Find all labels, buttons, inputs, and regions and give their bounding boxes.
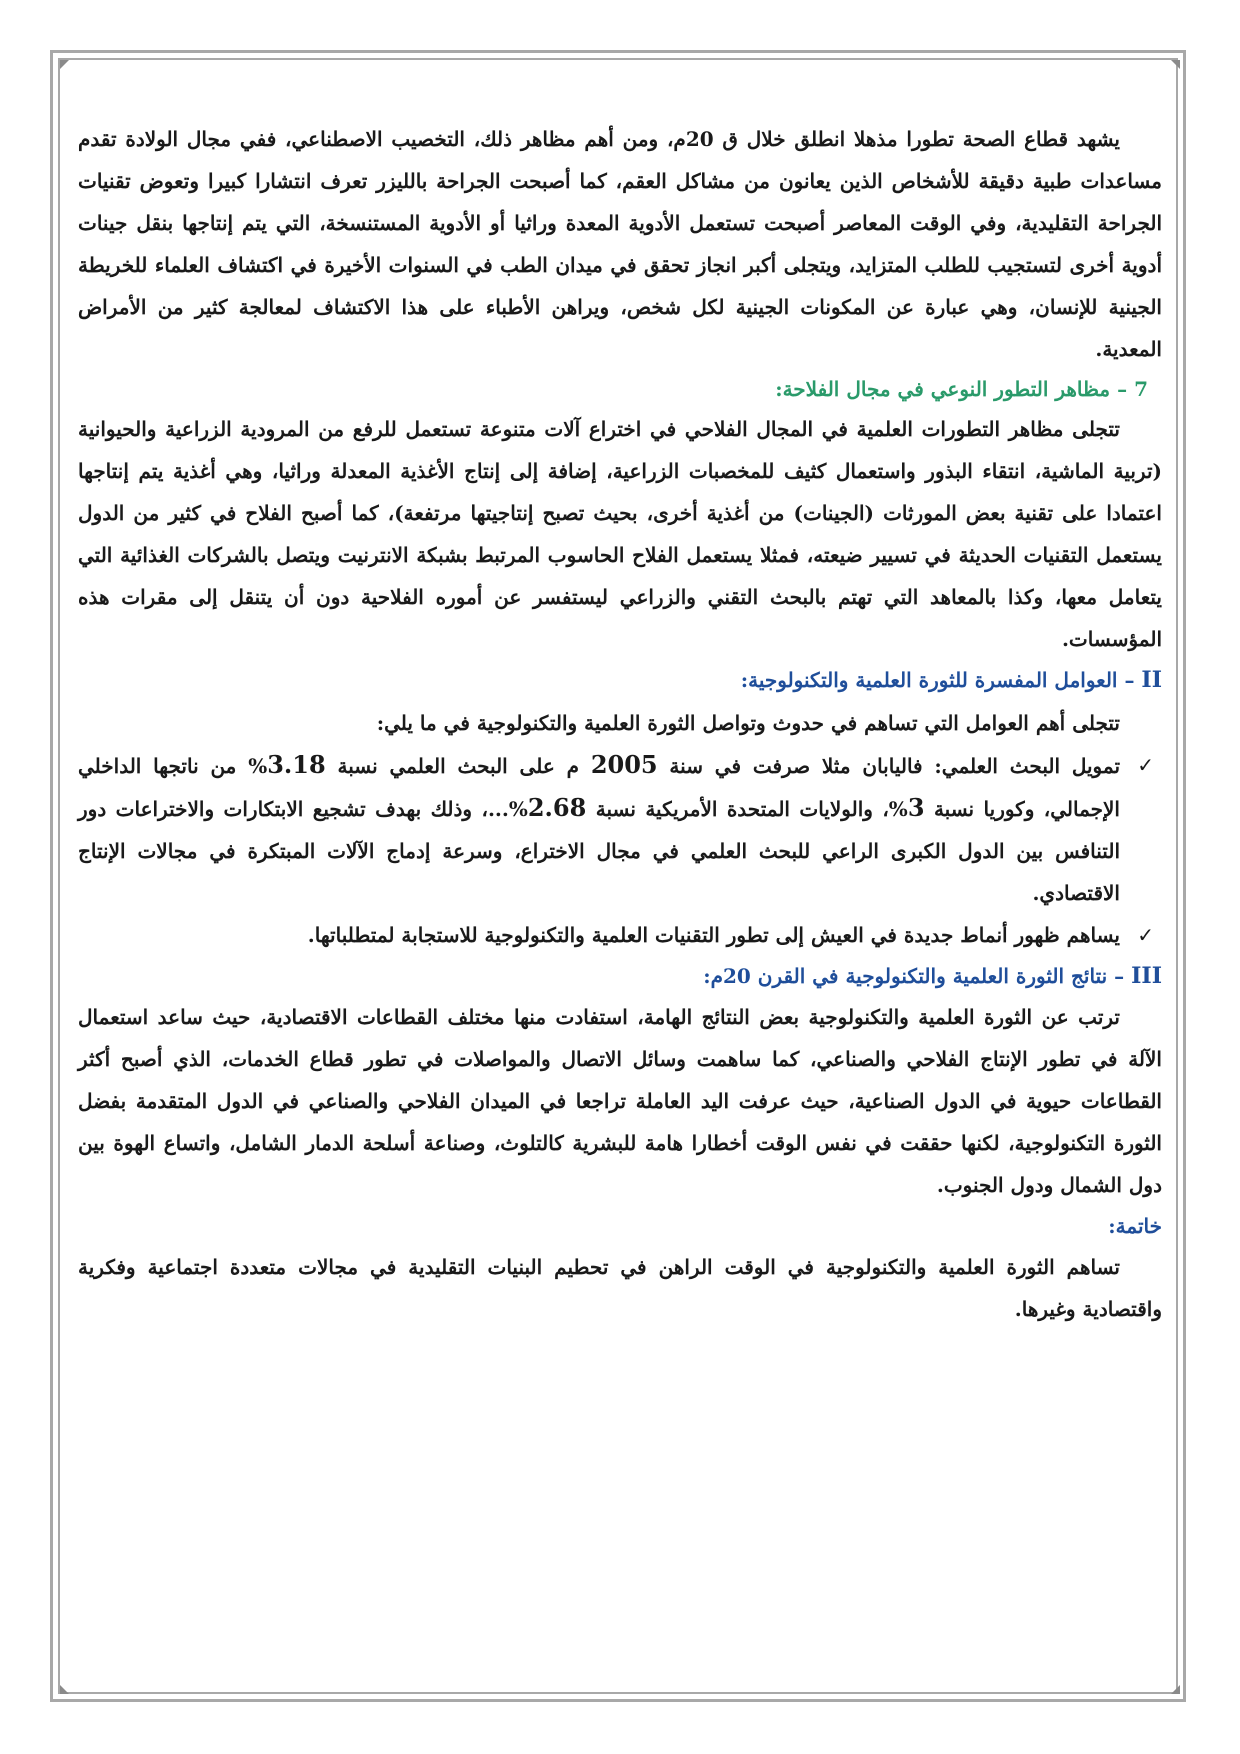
factors-list <box>78 744 1162 956</box>
factor-1-pct-usa: 2.68 <box>527 793 587 822</box>
factor-1-text-d: %، والولايات المتحدة الأمريكية نسبة <box>586 797 908 821</box>
checkmark-icon: ✓ <box>1137 923 1154 947</box>
paragraph-conclusion: تساهم الثورة العلمية والتكنولوجية في الوقت الراهن في تحطيم البنيات التقليدية في مجالات متعددة اجتماعية وفكرية واقتصادية وغيرها. <box>78 1255 1162 1321</box>
factor-1-pct-japan: 3.18 <box>267 750 326 779</box>
checkmark-icon: ✓ <box>1137 753 1154 777</box>
heading-factors-title: – العوامل المفسرة للثورة العلمية والتكنولوجية: <box>740 668 1142 692</box>
heading-results-title: – نتائج الثورة العلمية والتكنولوجية في القرن 20م: <box>703 964 1132 988</box>
factor-1-text-a: تمويل البحث العلمي: فاليابان مثلا صرفت في سنة <box>657 754 1121 778</box>
corner-ornament-bottom-right <box>1171 1685 1180 1694</box>
factors-lead: تتجلى أهم العوامل التي تساهم في حدوث وتواصل الثورة العلمية والتكنولوجية في ما يلي: <box>376 711 1120 735</box>
heading-factors <box>78 660 1162 700</box>
factor-1-text-c: % من ناتجها الداخلي الإجمالي، وكوريا نسبة <box>78 754 1120 821</box>
corner-ornament-top-right <box>1171 60 1180 69</box>
paragraph-results: ترتب عن الثورة العلمية والتكنولوجية بعض النتائج الهامة، استفادت منها مختلف القطاعات الاقتصادية، حيث ساعد استعمال الآلة في تطور الإنتاج الفلاحي والصناعي، كما ساهمت وسائل الاتصال والمواصلات في تطور قطاع الخدمات، الذي أصبح أكثر القطاعات حيوية في الدول الصناعية، حيث عرفت اليد العاملة تراجعا في الميدان الفلاحي والصناعي في الدول المتقدمة بفضل الثورة التكنولوجية، لكنها حققت في نفس الوقت أخطارا هامة للبشرية كالتلوث، وصناعة أسلحة الدمار الشامل، واتساع الهوة بين دول الشمال ودول الجنوب. <box>78 1005 1162 1197</box>
list-item <box>78 744 1154 914</box>
heading-agriculture: 7 – مظاهر التطور النوعي في مجال الفلاحة: <box>775 377 1148 401</box>
heading-conclusion: خاتمة: <box>1108 1214 1162 1238</box>
heading-results-number: III <box>1131 963 1162 989</box>
factor-2-text: يساهم ظهور أنماط جديدة في العيش إلى تطور التقنيات العلمية والتكنولوجية للاستجابة لمتطلباتها. <box>307 923 1120 947</box>
heading-results <box>78 956 1162 996</box>
factor-1-pct-korea: 3 <box>907 793 925 822</box>
factor-1-text-e: %...، وذلك بهدف تشجيع الابتكارات والاختراعات دور التنافس بين الدول الكبرى الراعي للبحث العلمي في مجال الاختراع، وسرعة إدماج الآلات المبتكرة في مجالات الإنتاج الاقتصادي. <box>78 797 1120 905</box>
paragraph-agriculture: تتجلى مظاهر التطورات العلمية في المجال الفلاحي في اختراع آلات متنوعة تستعمل للرفع من المرودية الزراعية والحيوانية (تربية الماشية، انتقاء البذور واستعمال كثيف للمخصبات الزراعية، إضافة إلى إنتاج الأغذية المعدلة وراثيا، وهي أغذية يتم إنتاجها اعتمادا على تقنية بعض المورثات (الجينات) من أغذية أخرى، بحيث تصبح إنتاجيتها مرتفعة)، كما أصبح الفلاح في كثير من الدول يستعمل التقنيات الحديثة في تسيير ضيعته، فمثلا يستعمل الفلاح الحاسوب المرتبط بشبكة الانترنيت ويتصل بالشركات الغذائية التي يتعامل معها، وكذا بالمعاهد التي تهتم بالبحث التقني والزراعي ليستفسر عن أموره الفلاحية دون أن يتنقل إلى مقرات هذه المؤسسات. <box>78 417 1162 651</box>
corner-ornament-top-left <box>60 60 69 69</box>
factor-1-text-b: م على البحث العلمي نسبة <box>325 754 591 778</box>
corner-ornament-bottom-left <box>60 1685 69 1694</box>
heading-factors-number: II <box>1141 667 1162 693</box>
paragraph-health: يشهد قطاع الصحة تطورا مذهلا انطلق خلال ق 20م، ومن أهم مظاهر ذلك، التخصيب الاصطناعي، ففي مجال الولادة تقدم مساعدات طبية دقيقة للأشخاص الذين يعانون من مشاكل العقم، كما أصبحت الجراحة بالليزر تعرف انتشارا كبيرا وتعوض تقنيات الجراحة التقليدية، وفي الوقت المعاصر أصبحت تستعمل الأدوية المعدة وراثيا أو الأدوية المستنسخة، التي يتم إنتاجها بنقل جينات أدوية أخرى لتستجيب للطلب المتزايد، ويتجلى أكبر انجاز تحقق في ميدان الطب في السنوات الأخيرة في اكتشاف العلماء للخريطة الجينية للإنسان، وهي عبارة عن المكونات الجينية لكل شخص، ويراهن الأطباء على هذا الاكتشاف لمعالجة كثير من الأمراض المعدية. <box>78 127 1162 361</box>
document-body <box>78 118 1162 1330</box>
factor-1-year: 2005 <box>590 750 658 779</box>
list-item <box>78 914 1154 956</box>
